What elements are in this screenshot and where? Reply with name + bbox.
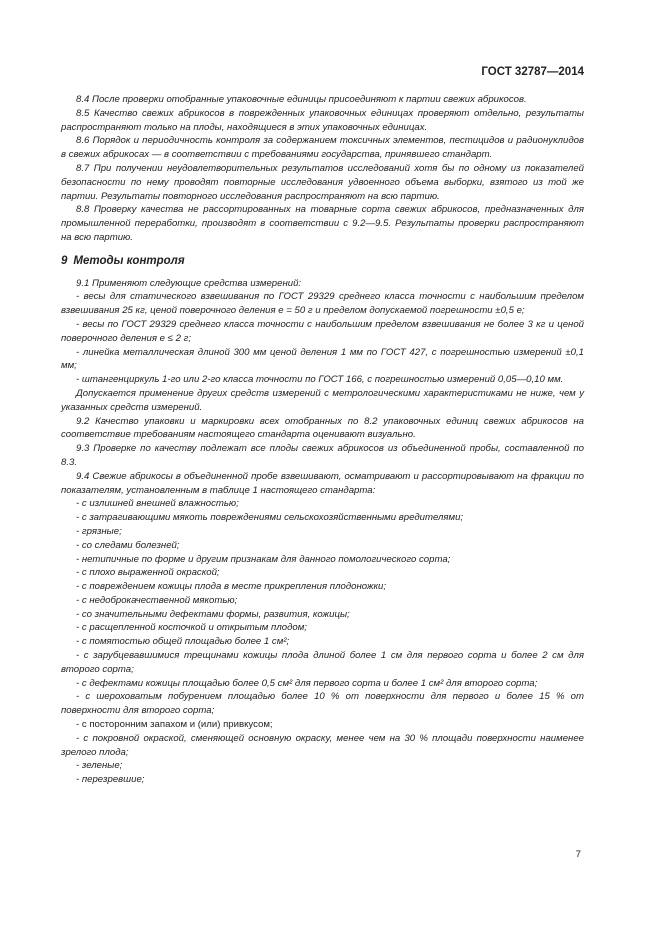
paragraph: - с излишней внешней влажностью; (76, 498, 239, 510)
paragraph: - с повреждением кожицы плода в месте прикрепления плодоножки; (76, 581, 387, 593)
section-title: Методы контроля (73, 254, 185, 267)
paragraph: - со следами болезней; (76, 539, 180, 551)
paragraph: - с недоброкачественной мякотью; (76, 594, 238, 606)
standard-header: ГОСТ 32787—2014 (481, 66, 584, 78)
paragraph: - с посторонним запахом и (или) привкусом; (76, 719, 273, 731)
paragraph: 9.2 Качество упаковки и маркировки всех отобранных по 8.2 упаковочных единиц свежих абрикосов на соответствие требованиям настоящего стандарта оценивают визуально. (61, 415, 584, 441)
paragraph: 8.4 После проверки отобранные упаковочные единицы присоединяют к партии свежих абрикосов. (76, 94, 527, 105)
paragraph: - с дефектами кожицы площадью более 0,5 см² для первого сорта и более 1 см² для второго сорта; (76, 677, 538, 689)
paragraph: - с расщепленной косточкой и открытым плодом; (76, 622, 307, 634)
paragraph: - перезревшие; (76, 774, 145, 786)
paragraph: - с плохо выраженной окраской; (76, 567, 220, 579)
paragraph: - с покровной окраской, сменяющей основную окраску, менее чем на 30 % площади поверхности наименее зрелого плода; (61, 732, 584, 758)
paragraph: - штангенциркуль 1-го или 2-го класса точности по ГОСТ 166, с погрешностью измерений 0,05—0,10 мм. (76, 374, 564, 386)
paragraph: - с затрагивающими мякоть повреждениями сельскохозяйственными вредителями; (76, 512, 464, 524)
paragraph: 9.4 Свежие абрикосы в объединенной пробе взвешивают, осматривают и рассортировывают на фракции по показателям, установленным в таблице 1 настоящего стандарта: (61, 470, 584, 496)
paragraph: 8.6 Порядок и периодичность контроля за содержанием токсичных элементов, пестицидов и радионуклидов в свежих абрикосах — в соответствии с требованиями государства, принявшего стандарт. (61, 135, 584, 161)
paragraph: - со значительными дефектами формы, развития, кожицы; (76, 608, 350, 620)
paragraph: - грязные; (76, 525, 122, 537)
paragraph: - весы для статического взвешивания по ГОСТ 29329 среднего класса точности с наибольшим пределом взвешивания 25 кг, ценой поверочного деления e = 50 г и пределом допускаемой погрешности ±0,5 e; (61, 291, 584, 317)
paragraph: 9.3 Проверке по качеству подлежат все плоды свежих абрикосов из объединенной пробы, составленной по 8.3. (61, 443, 584, 468)
paragraph: Допускается применение других средств измерений с метрологическими характеристиками не ниже, чем у указанных средств измерений. (61, 387, 584, 413)
paragraph: - линейка металлическая длиной 300 мм ценой деления 1 мм по ГОСТ 427, с погрешностью измерений ±0,1 мм; (61, 346, 584, 372)
paragraph: - нетипичные по форме и другим признакам для данного помологического сорта; (76, 553, 451, 565)
paragraph: - с зарубцевавшимися трещинами кожицы плода длиной более 1 см для первого сорта и более 2 см для второго сорта; (61, 650, 584, 675)
document-body (61, 93, 584, 787)
paragraph: - с шероховатым побурением площадью более 10 % от поверхности для первого и более 15 % от поверхности для второго сорта; (61, 691, 584, 717)
paragraph: 8.7 При получении неудовлетворительных результатов исследований хотя бы по одному из показателей безопасности по нему проводят повторные исследования удвоенного объема выборки, взятого из той же партии. Результаты повторного исследования распространяют на всю партию. (61, 162, 584, 202)
section-heading (61, 255, 584, 269)
paragraph: - весы по ГОСТ 29329 среднего класса точности с наибольшим пределом взвешивания не более 3 кг и ценой поверочного деления e ≤ 2 г; (61, 318, 584, 344)
paragraphs-after (61, 277, 584, 787)
section-number: 9 (61, 254, 68, 267)
paragraph: 8.8 Проверку качества не рассортированных на товарные сорта свежих абрикосов, предназначенных для промышленной переработки, производят в соответствии с 9.2—9.5. Результаты проверки распространяют на всю партию. (61, 204, 584, 243)
paragraph: 9.1 Применяют следующие средства измерений: (76, 277, 302, 289)
paragraphs-before (61, 93, 584, 245)
paragraph: 8.5 Качество свежих абрикосов в поврежденных упаковочных единицах проверяют отдельно, результаты распространяют только на плоды, находящиеся в этих упаковочных единицах. (61, 107, 584, 133)
paragraph: - с помятостью общей площадью более 1 см²; (76, 636, 290, 648)
page-number: 7 (575, 849, 581, 860)
paragraph: - зеленые; (76, 760, 123, 772)
